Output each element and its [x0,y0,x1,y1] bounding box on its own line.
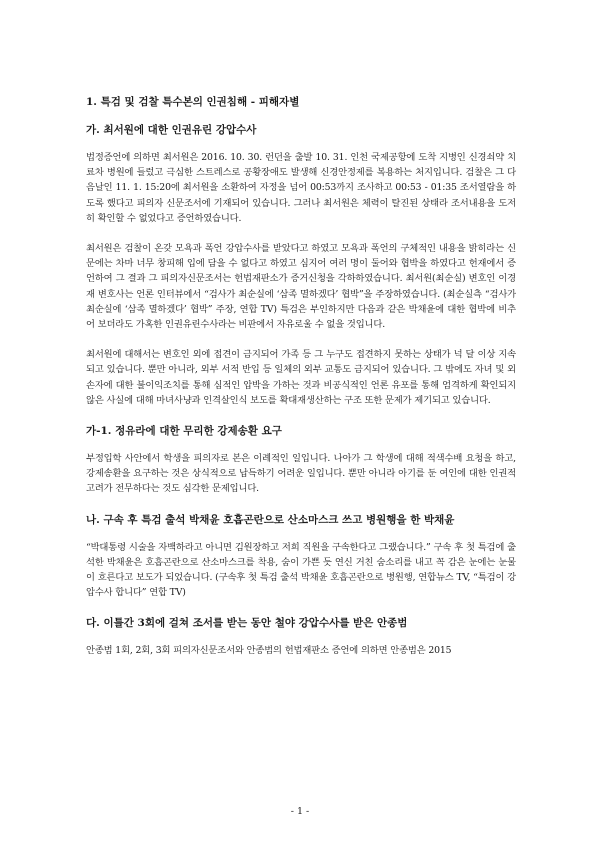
page-number: - 1 - [290,806,310,817]
document-page [86,94,516,674]
paragraph: 최서원은 검찰이 온갖 모욕과 폭언 강압수사를 받았다고 하였고 모욕과 폭언의 구체적인 내용을 밝히라는 신문에는 차마 너무 창피해 입에 담을 수 없다고 하였고 심지어 여러 명이 둘어와 협박을 하였다고 헌재에서 증언하여 그 결과 그 피의자신문조서는 헌법재판소가 증거신청을 각하하였습니다. 최서원(최순실) 변호인 이경재 변호사는 언론 인터뷰에서 “검사가 최순실에 ‘삼족 멸하겠다’ 협박”을 주장하였습니다. (최순실측 “검사가 최순실에 ‘삼족 멸하겠다’ 협박” 주장, 연합 TV) 특검은 부인하지만 다음과 같은 박채윤에 대한 협박에 비추어 보더라도 가혹한 인권유린수사라는 비판에서 자유로울 수 없을 것입니다. [86,243,516,331]
heading-da: 다. 이틀간 3회에 걸쳐 조서를 받는 동안 철야 강압수사를 받은 안종범 [86,617,408,630]
paragraph: 법정증언에 의하면 최서원은 2016. 10. 30. 런던을 출발 10. 31. 인천 국제공항에 도착 지병인 신경쇠약 치료차 병원에 들렀고 극심한 스트레스로 공황장애도 발생해 신경안정제를 복용하는 처지입니다. 검찰은 그 다음날인 11. 1. 15:20에 최서원을 소환하여 자정을 넘어 00:53까지 조사하고 00:53 - 01:35 조서열람을 하도록 했다고 피의자 신문조서에 기재되어 있습니다. 그러나 최서원은 체력이 탈진된 상태라 조서내용을 도저히 확인할 수 없었다고 증언하였습니다. [86,152,516,224]
heading-ga-1: 가-1. 정유라에 대한 무리한 강제송환 요구 [86,425,282,438]
paragraph: “박대통령 시술을 자백하라고 아니면 김원장하고 저희 직원을 구속한다고 그랬습니다.” 구속 후 첫 특검에 출석한 박채윤은 호흡곤란으로 산소마스크를 착용, 숨이 가쁜 듯 연신 거친 숨소리를 내고 꼭 감은 눈에는 눈물이 흐른다고 보도가 되었습니다. (구속후 첫 특검 출석 박채윤 호흡곤란으로 병원행, 연합뉴스 TV, “특검이 강압수사 합니다” 연합 TV) [86,541,516,599]
paragraph: 최서원에 대해서는 변호인 외에 접견이 금지되어 가족 등 그 누구도 접견하지 못하는 상태가 넉 달 이상 지속되고 있습니다. 뿐만 아니라, 외부 서적 반입 등 일체의 외부 교통도 금지되어 있습니다. 그 밖에도 자녀 및 외손자에 대한 불이익조치를 통해 심적인 압박을 가하는 것과 비공식적인 언론 유포를 통해 엄격하게 확인되지 않은 사실에 대해 마녀사냥과 인격살인식 보도를 확대재생산하는 구조 또한 문제가 제기되고 있습니다. [86,349,516,406]
paragraph: 안종범 1회, 2회, 3회 피의자신문조서와 안종범의 헌법재판소 증언에 의하면 안종범은 2015 [86,645,452,657]
heading-na: 나. 구속 후 특검 출석 박채윤 호흡곤란으로 산소마스크 쓰고 병원행을 한 박채윤 [86,513,455,526]
paragraph: 부정입학 사안에서 학생을 피의자로 본은 이례적인 일입니다. 나아가 그 학생에 대해 적색수배 요청을 하고, 강제송환을 요구하는 것은 상식적으로 납득하기 어려운 일입니다. 뿐만 아니라 아기를 둔 여인에 대한 인권적 고려가 전무하다는 것도 심각한 문제입니다. [86,453,516,495]
section-title: 1. 특검 및 검찰 특수본의 인권침해 - 피해자별 [86,96,300,108]
heading-ga: 가. 최서원에 대한 인권유린 강압수사 [86,124,257,136]
